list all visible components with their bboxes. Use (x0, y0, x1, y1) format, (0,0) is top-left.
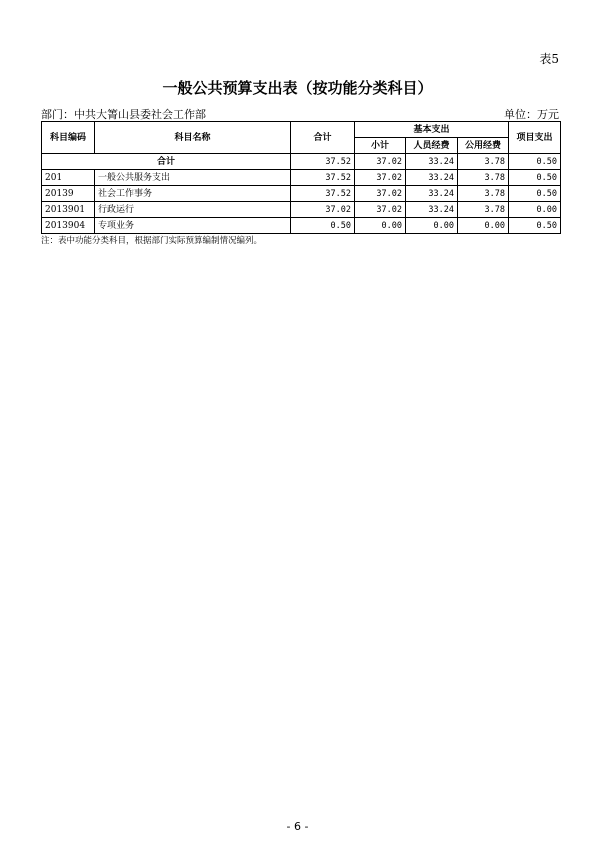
header-total: 合计 (291, 122, 355, 154)
code-cell: 2013901 (42, 202, 95, 218)
name-cell: 行政运行 (95, 202, 291, 218)
public-cell: 3.78 (458, 202, 509, 218)
personnel-cell: 33.24 (406, 170, 458, 186)
project-cell: 0.50 (509, 170, 561, 186)
header-code: 科目编码 (42, 122, 95, 154)
table-row (42, 202, 561, 218)
code-cell: 201 (42, 170, 95, 186)
header-public: 公用经费 (458, 138, 509, 154)
total-cell: 37.52 (291, 170, 355, 186)
header-row-1 (42, 122, 561, 138)
table-row (42, 170, 561, 186)
subtotal-cell: 37.02 (355, 154, 406, 170)
total-cell: 37.52 (291, 154, 355, 170)
subtotal-cell: 37.02 (355, 202, 406, 218)
personnel-cell: 0.00 (406, 218, 458, 234)
unit-label: 单位：万元 (504, 108, 559, 121)
name-cell: 社会工作事务 (95, 186, 291, 202)
page-number: - 6 - (286, 820, 309, 833)
name-cell: 专项业务 (95, 218, 291, 234)
table-row (42, 218, 561, 234)
project-cell: 0.00 (509, 202, 561, 218)
subtotal-cell: 37.02 (355, 186, 406, 202)
table-note: 注：表中功能分类科目，根据部门实际预算编制情况编列。 (41, 236, 263, 246)
header-project: 项目支出 (509, 122, 561, 154)
total-cell: 0.50 (291, 218, 355, 234)
public-cell: 0.00 (458, 218, 509, 234)
total-label: 合计 (42, 154, 291, 170)
public-cell: 3.78 (458, 154, 509, 170)
table-row (42, 186, 561, 202)
project-cell: 0.50 (509, 154, 561, 170)
personnel-cell: 33.24 (406, 186, 458, 202)
table-number: 表5 (539, 52, 559, 66)
subtotal-cell: 0.00 (355, 218, 406, 234)
header-personnel: 人员经费 (406, 138, 458, 154)
public-cell: 3.78 (458, 186, 509, 202)
personnel-cell: 33.24 (406, 154, 458, 170)
department-label: 部门：中共大箐山县委社会工作部 (41, 108, 206, 121)
code-cell: 2013904 (42, 218, 95, 234)
budget-table (41, 121, 561, 234)
total-cell: 37.02 (291, 202, 355, 218)
total-row (42, 154, 561, 170)
subtotal-cell: 37.02 (355, 170, 406, 186)
code-cell: 20139 (42, 186, 95, 202)
header-basic: 基本支出 (355, 122, 509, 138)
project-cell: 0.50 (509, 218, 561, 234)
header-subtotal: 小计 (355, 138, 406, 154)
total-cell: 37.52 (291, 186, 355, 202)
project-cell: 0.50 (509, 186, 561, 202)
personnel-cell: 33.24 (406, 202, 458, 218)
header-name: 科目名称 (95, 122, 291, 154)
name-cell: 一般公共服务支出 (95, 170, 291, 186)
page-title: 一般公共预算支出表（按功能分类科目） (162, 79, 433, 97)
public-cell: 3.78 (458, 170, 509, 186)
